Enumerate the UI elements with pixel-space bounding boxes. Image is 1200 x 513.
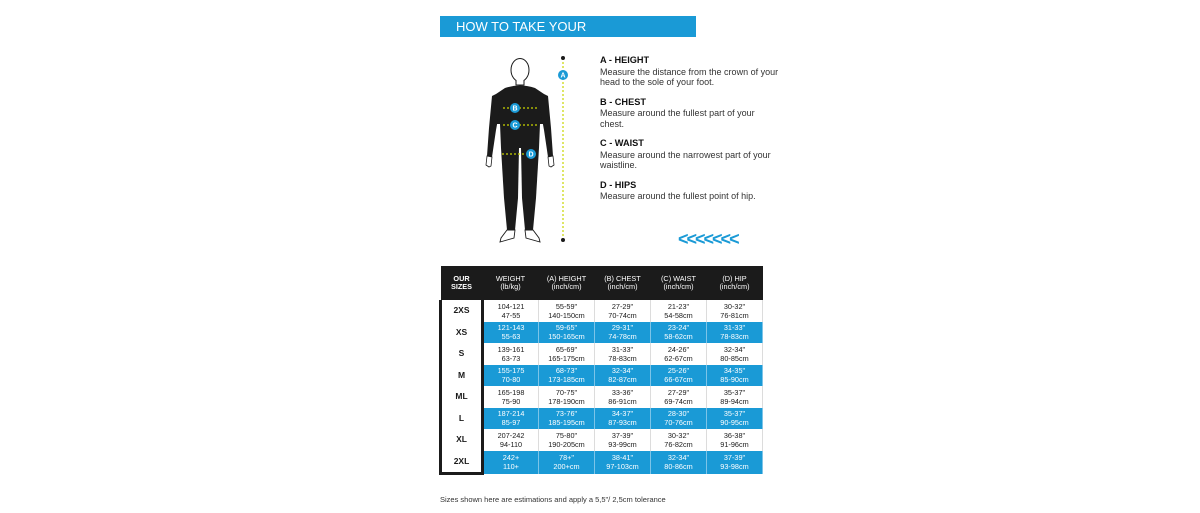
instruction-chest-title: B - CHEST	[600, 96, 646, 107]
size-chart-table	[439, 266, 763, 475]
table-row	[441, 386, 763, 408]
height-cell: 65-69" 165-175cm	[539, 343, 595, 365]
chest-cell: 38-41" 97-103cm	[595, 451, 651, 474]
figure-left-foot	[500, 230, 515, 242]
marker-a	[558, 70, 568, 80]
size-label: XS	[441, 322, 483, 344]
weight-cell: 139-161 63-73	[483, 343, 539, 365]
size-label: 2XS	[441, 300, 483, 322]
chevron-arrows-icon: <<<<<<<	[678, 229, 738, 249]
height-cell: 68-73" 173-185cm	[539, 365, 595, 387]
hip-cell: 35-37" 90-95cm	[707, 408, 763, 430]
marker-b	[510, 103, 520, 113]
header-height: (A) HEIGHT (inch/cm)	[539, 266, 595, 300]
height-cell: 78+" 200+cm	[539, 451, 595, 474]
table-row	[441, 365, 763, 387]
header-sizes: OUR SIZES	[441, 266, 483, 300]
marker-a-label: A	[560, 72, 566, 80]
size-label: S	[441, 343, 483, 365]
waist-cell: 25-26" 66-67cm	[651, 365, 707, 387]
instruction-chest-text: Measure around the fullest part of your chest.	[600, 108, 755, 129]
figure-left-hand	[486, 156, 492, 167]
weight-cell: 207-242 94-110	[483, 429, 539, 451]
weight-cell: 155-175 70-80	[483, 365, 539, 387]
instruction-waist	[600, 138, 780, 171]
instruction-hips	[600, 180, 780, 202]
chest-cell: 32-34" 82-87cm	[595, 365, 651, 387]
figure-torso	[496, 86, 544, 149]
body-figure	[460, 48, 610, 248]
waist-cell: 27-29" 69-74cm	[651, 386, 707, 408]
size-label: 2XL	[441, 451, 483, 474]
hip-cell: 32-34" 80-85cm	[707, 343, 763, 365]
instruction-hips-title: D - HIPS	[600, 179, 637, 190]
instruction-height-title: A - HEIGHT	[600, 55, 650, 65]
height-guide-bottom-dot	[561, 238, 565, 242]
hip-cell: 34-35" 85-90cm	[707, 365, 763, 387]
table-row	[441, 451, 763, 474]
chest-cell: 37-39" 93-99cm	[595, 429, 651, 451]
table-row	[441, 322, 763, 344]
banner-prefix: HOW TO TAKE YOUR	[456, 19, 587, 34]
marker-d-label: D	[528, 151, 534, 159]
instruction-height-text: Measure the distance from the crown of your head to the sole of your foot.	[600, 66, 779, 87]
figure-right-leg	[521, 148, 539, 230]
marker-c	[510, 120, 520, 130]
instruction-height	[600, 55, 780, 88]
weight-cell: 121-143 55-63	[483, 322, 539, 344]
instruction-hips-text: Measure around the fullest point of hip.	[600, 191, 756, 201]
weight-cell: 187-214 85-97	[483, 408, 539, 430]
measurement-instructions	[600, 55, 780, 211]
chest-cell: 27-29" 70-74cm	[595, 300, 651, 322]
chest-cell: 34-37" 87-93cm	[595, 408, 651, 430]
header-chest: (B) CHEST (inch/cm)	[595, 266, 651, 300]
instruction-chest	[600, 97, 780, 130]
hip-cell: 35-37" 89-94cm	[707, 386, 763, 408]
marker-c-label: C	[512, 122, 518, 130]
hip-cell: 36-38" 91-96cm	[707, 429, 763, 451]
figure-head	[511, 59, 529, 82]
chest-cell: 31-33" 78-83cm	[595, 343, 651, 365]
tolerance-footnote: Sizes shown here are estimations and apply a 5,5"/ 2,5cm tolerance	[440, 495, 666, 504]
figure-right-arm	[540, 94, 553, 157]
waist-cell: 32-34" 80-86cm	[651, 451, 707, 474]
height-cell: 59-65" 150-165cm	[539, 322, 595, 344]
height-cell: 75-80" 190-205cm	[539, 429, 595, 451]
weight-cell: 242+ 110+	[483, 451, 539, 474]
waist-cell: 23-24" 58-62cm	[651, 322, 707, 344]
hip-cell: 37-39" 93-98cm	[707, 451, 763, 474]
figure-right-hand	[548, 156, 554, 167]
chest-cell: 33-36" 86-91cm	[595, 386, 651, 408]
marker-d	[526, 149, 536, 159]
size-chart-header-row	[441, 266, 763, 300]
height-cell: 73-76" 185-195cm	[539, 408, 595, 430]
height-cell: 55-59" 140-150cm	[539, 300, 595, 322]
weight-cell: 165-198 75-90	[483, 386, 539, 408]
header-waist: (C) WAIST (inch/cm)	[651, 266, 707, 300]
measurements-banner	[440, 16, 696, 55]
header-weight: WEIGHT (lb/kg)	[483, 266, 539, 300]
figure-left-arm	[487, 94, 500, 157]
waist-cell: 28-30" 70-76cm	[651, 408, 707, 430]
table-row	[441, 408, 763, 430]
instruction-waist-text: Measure around the narrowest part of your waistline.	[600, 149, 771, 170]
table-row	[441, 429, 763, 451]
banner-emphasis: MEASUREMENTS?	[440, 40, 559, 55]
table-row	[441, 343, 763, 365]
size-label: ML	[441, 386, 483, 408]
waist-cell: 30-32" 76-82cm	[651, 429, 707, 451]
height-guide-top-dot	[561, 56, 565, 60]
marker-b-label: B	[512, 105, 518, 113]
size-label: M	[441, 365, 483, 387]
header-hip: (D) HIP (inch/cm)	[707, 266, 763, 300]
figure-neck	[516, 80, 524, 85]
size-label: XL	[441, 429, 483, 451]
waist-cell: 21-23" 54-58cm	[651, 300, 707, 322]
chest-cell: 29-31" 74-78cm	[595, 322, 651, 344]
figure-right-foot	[525, 230, 540, 242]
figure-left-leg	[501, 148, 519, 230]
size-label: L	[441, 408, 483, 430]
weight-cell: 104-121 47-55	[483, 300, 539, 322]
hip-cell: 30-32" 76-81cm	[707, 300, 763, 322]
hip-cell: 31-33" 78-83cm	[707, 322, 763, 344]
waist-cell: 24-26" 62-67cm	[651, 343, 707, 365]
height-cell: 70-75" 178-190cm	[539, 386, 595, 408]
instruction-waist-title: C - WAIST	[600, 138, 644, 148]
table-row	[441, 300, 763, 322]
